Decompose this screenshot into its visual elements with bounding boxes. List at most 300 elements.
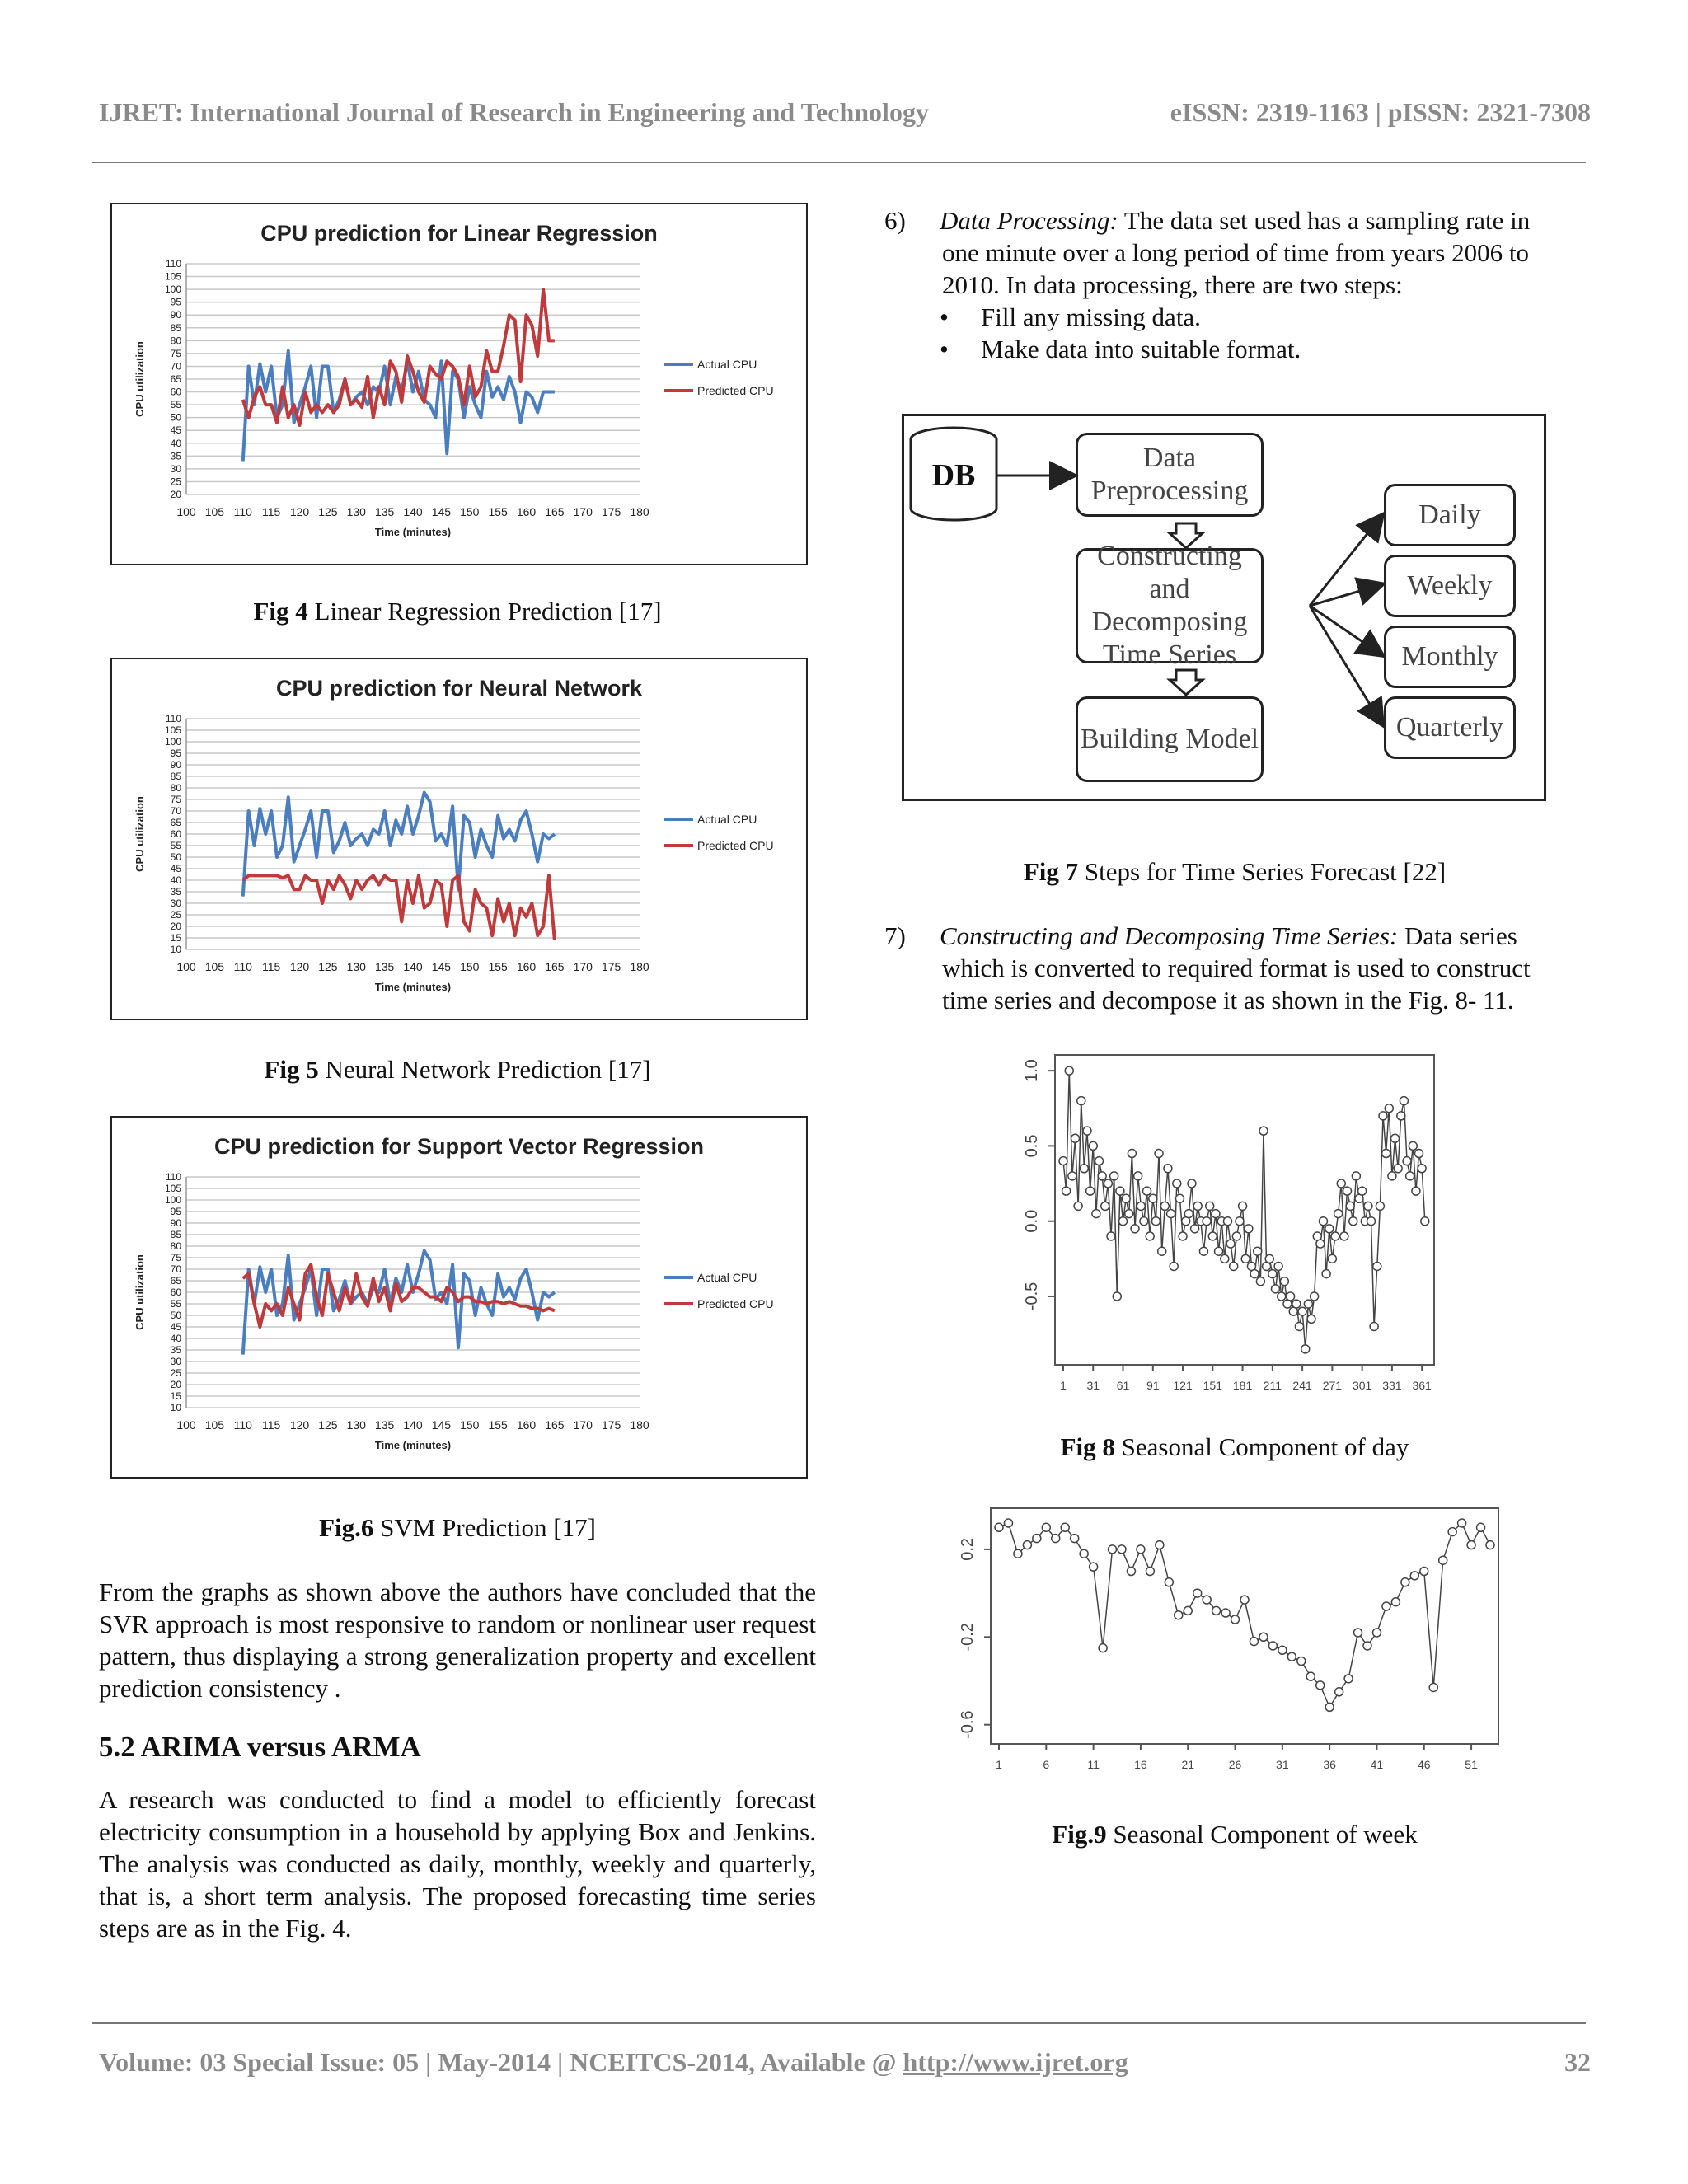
data-point (1215, 1247, 1223, 1255)
data-point (1203, 1217, 1211, 1226)
y-tick-label: 10 (170, 944, 181, 955)
data-point (1179, 1232, 1187, 1240)
data-point (1410, 1572, 1418, 1580)
y-tick-label: 35 (170, 1344, 181, 1356)
data-point (1245, 1225, 1253, 1233)
x-tick-label: 125 (318, 1418, 338, 1432)
fig9-text: Seasonal Component of week (1106, 1820, 1418, 1849)
x-tick-label: 105 (204, 960, 225, 973)
data-point (1122, 1194, 1130, 1202)
header-rule (92, 162, 1586, 163)
data-point (1265, 1254, 1273, 1263)
fig4-text: Linear Regression Prediction [17] (307, 597, 662, 626)
data-point (995, 1523, 1003, 1531)
data-point (1175, 1611, 1183, 1619)
data-point (1352, 1172, 1360, 1180)
x-tick-label: 150 (460, 960, 480, 973)
data-point (1250, 1270, 1259, 1278)
data-point (1083, 1127, 1091, 1135)
data-point (1334, 1210, 1343, 1218)
preprocess-line1: Data (1142, 443, 1197, 473)
series-line (999, 1523, 1490, 1707)
data-point (1388, 1172, 1396, 1180)
data-point (1316, 1240, 1325, 1248)
series-line-actual (243, 351, 555, 462)
y-tick-label: 60 (170, 386, 181, 398)
data-point (1328, 1254, 1336, 1263)
data-point (1372, 1629, 1381, 1637)
x-tick-label: 331 (1382, 1379, 1402, 1392)
data-point (1307, 1315, 1315, 1323)
data-point (1335, 1688, 1343, 1696)
data-point (1151, 1217, 1160, 1226)
x-tick-label: 125 (318, 960, 338, 973)
data-point (1292, 1300, 1301, 1308)
x-tick-label: 150 (460, 1418, 480, 1432)
x-tick-label: 110 (233, 1418, 252, 1432)
x-tick-label: 175 (601, 1418, 621, 1432)
data-point (1095, 1157, 1104, 1165)
data-point (1086, 1187, 1095, 1195)
data-point (1014, 1549, 1022, 1558)
data-point (1358, 1187, 1367, 1195)
fig4-label: Fig 4 (253, 597, 308, 626)
footer-text: Volume: 03 Special Issue: 05 | May-2014 | NCEITCS-2014, Available @ (99, 2047, 903, 2077)
data-point (1394, 1165, 1402, 1173)
x-tick-label: 301 (1352, 1379, 1372, 1392)
y-tick-label: 30 (170, 1356, 181, 1367)
x-tick-label: 145 (431, 1418, 452, 1432)
x-tick-label: 175 (601, 960, 621, 973)
data-point (1184, 1210, 1193, 1218)
y-tick-label: 75 (170, 347, 181, 359)
data-point (1412, 1187, 1420, 1195)
data-point (1403, 1157, 1411, 1165)
y-tick-label: 0.2 (959, 1537, 977, 1561)
data-point (1175, 1194, 1184, 1202)
y-tick-label: 70 (170, 805, 181, 817)
x-tick-label: 130 (346, 960, 366, 973)
arrow-to-daily (1310, 515, 1382, 606)
svr-chart (112, 1118, 806, 1477)
y-tick-label: 50 (170, 411, 181, 424)
data-point (1099, 1644, 1107, 1652)
data-point (1191, 1225, 1199, 1233)
x-tick-label: 21 (1181, 1758, 1195, 1771)
y-tick-label: 0.0 (1023, 1209, 1041, 1233)
y-tick-label: -0.5 (1023, 1282, 1041, 1311)
x-tick-label: 271 (1322, 1379, 1343, 1392)
y-tick-label: 45 (170, 863, 181, 874)
y-tick-label: 65 (170, 373, 181, 385)
data-point (1304, 1300, 1312, 1308)
seasonal-day-plot (1006, 1045, 1451, 1408)
x-tick-label: 140 (403, 960, 423, 973)
data-point (1306, 1672, 1315, 1680)
data-point (1098, 1172, 1106, 1180)
data-point (1074, 1202, 1082, 1210)
bullet-item-1: Fill any missing data. (981, 302, 1201, 331)
section-title: 5.2 ARIMA versus ARMA (99, 1731, 421, 1763)
data-point (1477, 1523, 1485, 1531)
x-tick-label: 151 (1203, 1379, 1222, 1392)
y-tick-label: 85 (170, 321, 181, 334)
monthly-box: Monthly (1384, 626, 1516, 688)
daily-box: Daily (1384, 484, 1516, 546)
data-point (1208, 1232, 1217, 1240)
data-point (1193, 1589, 1202, 1597)
data-point (1420, 1568, 1428, 1576)
data-point (1373, 1262, 1381, 1270)
legend-label: Actual CPU (697, 358, 757, 371)
footer-rule (92, 2022, 1586, 2024)
fig4-chart (110, 203, 808, 565)
x-tick-label: 26 (1228, 1758, 1242, 1771)
x-tick-label: 170 (573, 960, 593, 973)
y-tick-label: 90 (170, 759, 181, 771)
chart-title: CPU prediction for Linear Regression (260, 221, 658, 246)
data-point (1274, 1262, 1282, 1270)
data-point (1409, 1141, 1417, 1150)
data-point (1061, 1523, 1069, 1531)
item6-line1 (940, 204, 1582, 237)
data-point (1311, 1292, 1319, 1301)
construct-line3: Time Series (1102, 640, 1237, 670)
item7-body3: time series and decompose it as shown in the Fig. 8- 11. (942, 986, 1514, 1015)
data-point (1259, 1633, 1268, 1641)
x-tick-label: 170 (573, 1418, 593, 1432)
data-point (1322, 1270, 1330, 1278)
y-tick-label: 70 (170, 360, 181, 373)
fig6-label: Fig.6 (319, 1513, 374, 1542)
data-point (1295, 1322, 1303, 1330)
data-point (1090, 1563, 1098, 1571)
data-point (1206, 1202, 1214, 1210)
x-tick-label: 105 (204, 505, 225, 518)
y-tick-label: 60 (170, 828, 181, 840)
y-tick-label: 75 (170, 794, 181, 805)
data-point (1406, 1172, 1414, 1180)
data-point (1298, 1307, 1306, 1315)
db-label: DB (931, 458, 976, 493)
data-point (1316, 1681, 1325, 1690)
y-tick-label: -0.2 (959, 1623, 977, 1652)
y-tick-label: -0.6 (959, 1710, 977, 1739)
x-axis-label: Time (minutes) (374, 981, 452, 993)
issn-text: eISSN: 2319-1163 | pISSN: 2321-7308 (1170, 97, 1591, 127)
data-point (1458, 1519, 1466, 1527)
x-tick-label: 51 (1465, 1758, 1478, 1771)
data-point (1165, 1578, 1173, 1586)
x-tick-label: 115 (261, 960, 281, 973)
data-point (1401, 1578, 1409, 1586)
y-tick-label: 25 (170, 1367, 181, 1379)
data-point (1080, 1165, 1088, 1173)
data-point (1146, 1568, 1154, 1576)
data-point (1184, 1606, 1192, 1615)
y-tick-label: 45 (170, 424, 181, 437)
item6-body1: The data set used has a sampling rate in (1118, 206, 1531, 235)
fig4-caption (110, 597, 804, 626)
y-tick-label: 15 (170, 932, 181, 944)
y-axis-label: CPU utilization (134, 796, 146, 872)
x-tick-label: 120 (289, 960, 310, 973)
y-tick-label: 105 (164, 724, 181, 736)
y-tick-label: 95 (170, 296, 181, 308)
data-point (1280, 1277, 1288, 1286)
y-tick-label: 65 (170, 1275, 181, 1286)
data-point (1188, 1179, 1196, 1188)
data-point (1149, 1194, 1157, 1202)
data-point (1239, 1202, 1247, 1210)
x-tick-label: 130 (346, 1418, 366, 1432)
data-point (1467, 1541, 1475, 1549)
x-tick-label: 91 (1146, 1379, 1160, 1392)
x-tick-label: 211 (1263, 1379, 1282, 1392)
y-tick-label: 20 (170, 489, 181, 500)
arrow-to-quarterly (1310, 606, 1382, 724)
construct-line2: Decomposing (1091, 607, 1248, 637)
data-point (1385, 1104, 1393, 1113)
data-point (1221, 1609, 1230, 1617)
item7-body1: Data series (1398, 921, 1517, 950)
data-point (1173, 1179, 1181, 1188)
y-tick-label: 55 (170, 399, 181, 411)
legend-label: Predicted CPU (697, 384, 774, 397)
legend-label: Predicted CPU (697, 839, 774, 852)
data-point (1116, 1187, 1124, 1195)
x-tick-label: 180 (630, 1418, 649, 1432)
x-axis-label: Time (minutes) (374, 1439, 452, 1451)
data-point (1033, 1535, 1041, 1543)
arrow-to-weekly (1310, 584, 1382, 606)
data-point (1486, 1541, 1494, 1549)
data-point (1128, 1150, 1136, 1158)
data-point (1256, 1277, 1264, 1286)
section-paragraph: A research was conducted to find a model to efficiently forecast electricity consumption in a household by applying Box and Jenkins. The analysis was conducted as daily, monthly, weekly and quarterly, that is, a short term analysis. The proposed forecasting time series steps are as in the Fig. 4. (99, 1785, 816, 1943)
x-tick-label: 121 (1173, 1379, 1193, 1392)
y-tick-label: 110 (165, 713, 181, 724)
fig5-caption (110, 1055, 804, 1085)
x-tick-label: 16 (1134, 1758, 1147, 1771)
y-tick-label: 0.5 (1023, 1134, 1041, 1158)
fig7-diagram (902, 414, 1546, 801)
data-point (1158, 1247, 1166, 1255)
fig7-caption (874, 857, 1596, 887)
data-point (1418, 1165, 1426, 1173)
data-point (1439, 1556, 1447, 1564)
neural-network-chart (112, 659, 806, 1019)
fig6-caption (110, 1513, 804, 1543)
y-tick-label: 55 (170, 840, 181, 851)
y-tick-label: 40 (170, 437, 181, 449)
y-tick-label: 60 (170, 1286, 181, 1298)
data-point (1137, 1202, 1145, 1210)
x-tick-label: 181 (1232, 1379, 1253, 1392)
x-tick-label: 180 (630, 960, 649, 973)
fig7-text: Steps for Time Series Forecast [22] (1078, 857, 1447, 886)
data-point (1232, 1232, 1240, 1240)
y-axis-label: CPU utilization (134, 341, 146, 417)
linear-regression-chart (112, 204, 806, 564)
data-point (1363, 1642, 1372, 1650)
data-point (1340, 1232, 1348, 1240)
chart-title: CPU prediction for Support Vector Regression (213, 1134, 705, 1159)
conclusion-paragraph: From the graphs as shown above the authors have concluded that the SVR approach is most responsive to random or nonlinear user request pattern, thus displaying a strong generalization property and excellent prediction consistency . (99, 1577, 816, 1703)
fig7-label: Fig 7 (1023, 857, 1079, 886)
data-point (1268, 1642, 1277, 1650)
data-point (1271, 1285, 1279, 1293)
x-tick-label: 31 (1086, 1379, 1100, 1392)
data-point (1379, 1112, 1387, 1120)
x-tick-label: 31 (1276, 1758, 1289, 1771)
x-tick-label: 175 (601, 505, 621, 518)
x-tick-label: 100 (176, 1418, 196, 1432)
y-tick-label: 80 (170, 782, 181, 794)
data-point (1382, 1602, 1390, 1610)
data-point (1254, 1247, 1262, 1255)
journal-link[interactable]: http://www.ijret.org (903, 2047, 1128, 2077)
data-point (1287, 1652, 1296, 1661)
x-tick-label: 155 (488, 960, 508, 973)
data-point (1119, 1217, 1128, 1226)
data-point (1325, 1225, 1334, 1233)
x-tick-label: 36 (1323, 1758, 1336, 1771)
item6-number: 6) (884, 206, 906, 235)
x-tick-label: 241 (1292, 1379, 1312, 1392)
x-tick-label: 110 (233, 960, 252, 973)
x-tick-label: 135 (374, 960, 395, 973)
fig8-caption (874, 1432, 1596, 1462)
construct-box (1076, 541, 1264, 670)
data-point (1023, 1541, 1031, 1549)
legend-label: Actual CPU (697, 813, 757, 826)
data-point (1107, 1232, 1115, 1240)
x-tick-label: 1 (996, 1758, 1002, 1771)
y-tick-label: 100 (164, 284, 181, 296)
x-tick-label: 170 (573, 505, 593, 518)
x-tick-label: 165 (545, 960, 565, 973)
bullet-dot-2: • (940, 335, 949, 363)
data-point (1226, 1240, 1235, 1248)
y-tick-label: 50 (170, 1310, 181, 1321)
y-tick-label: 80 (170, 335, 181, 347)
data-point (1167, 1210, 1175, 1218)
data-point (1346, 1202, 1354, 1210)
item7-body2: which is converted to required format is used to construct (942, 954, 1531, 982)
item6-body3: 2010. In data processing, there are two steps: (942, 270, 1403, 299)
x-tick-label: 140 (403, 505, 423, 518)
y-tick-label: 95 (170, 748, 181, 759)
data-point (1354, 1629, 1362, 1637)
fig5-label: Fig 5 (264, 1055, 319, 1084)
y-tick-label: 40 (170, 1333, 181, 1344)
data-point (1146, 1232, 1154, 1240)
data-point (1140, 1217, 1148, 1226)
y-tick-label: 55 (170, 1298, 181, 1310)
x-tick-label: 6 (1043, 1758, 1050, 1771)
preprocess-box (1076, 433, 1264, 517)
x-tick-label: 145 (431, 505, 452, 518)
data-point (1071, 1535, 1079, 1543)
item6-body2: one minute over a long period of time from years 2006 to (942, 238, 1529, 267)
data-point (1391, 1598, 1400, 1606)
data-point (1092, 1210, 1100, 1218)
y-tick-label: 35 (170, 886, 181, 898)
bullet-dot-1: • (940, 302, 949, 331)
data-point (1268, 1270, 1277, 1278)
page-footer (99, 2047, 1591, 2078)
data-point (1301, 1345, 1310, 1353)
fig8-label: Fig 8 (1060, 1432, 1115, 1461)
data-point (1367, 1217, 1376, 1226)
data-point (1212, 1606, 1221, 1615)
data-point (1236, 1217, 1244, 1226)
data-point (1349, 1217, 1357, 1226)
x-tick-label: 110 (233, 505, 252, 518)
y-tick-label: 45 (170, 1321, 181, 1333)
data-point (1319, 1217, 1327, 1226)
x-tick-label: 46 (1417, 1758, 1431, 1771)
data-point (1278, 1292, 1286, 1301)
data-point (1297, 1657, 1306, 1666)
x-tick-label: 165 (545, 505, 565, 518)
data-point (1110, 1172, 1118, 1180)
legend-label: Actual CPU (697, 1271, 757, 1284)
data-point (1343, 1187, 1352, 1195)
y-tick-label: 30 (170, 898, 181, 909)
data-point (1212, 1210, 1220, 1218)
data-point (1400, 1097, 1408, 1105)
data-point (1125, 1210, 1133, 1218)
data-point (1164, 1165, 1172, 1173)
series-line-predicted (243, 875, 555, 940)
y-tick-label: 35 (170, 450, 181, 462)
bullet-item-2: Make data into suitable format. (981, 335, 1301, 363)
x-tick-label: 100 (176, 505, 196, 518)
data-point (1223, 1217, 1231, 1226)
y-tick-label: 80 (170, 1240, 181, 1252)
x-tick-label: 135 (374, 505, 395, 518)
data-point (1062, 1187, 1071, 1195)
y-tick-label: 20 (170, 921, 181, 932)
y-tick-label: 100 (164, 736, 181, 748)
y-tick-label: 25 (170, 909, 181, 921)
data-point (1052, 1535, 1060, 1543)
x-tick-label: 160 (516, 505, 537, 518)
data-point (1109, 1545, 1117, 1554)
x-tick-label: 130 (346, 505, 366, 518)
x-tick-label: 1 (1060, 1379, 1067, 1392)
data-point (1376, 1202, 1384, 1210)
y-tick-label: 50 (170, 851, 181, 863)
fig9-label: Fig.9 (1052, 1820, 1107, 1849)
data-point (1240, 1596, 1249, 1604)
fig5-chart (110, 658, 808, 1020)
journal-title: IJRET: International Journal of Research in Engineering and Technology (99, 97, 929, 127)
y-axis-label: CPU utilization (134, 1254, 146, 1330)
y-tick-label: 90 (170, 309, 181, 321)
data-point (1170, 1262, 1178, 1270)
item7-title: Constructing and Decomposing Time Series: (940, 921, 1399, 950)
data-point (1059, 1157, 1067, 1165)
x-axis-label: Time (minutes) (374, 526, 452, 538)
data-point (1287, 1292, 1295, 1301)
x-tick-label: 150 (460, 505, 480, 518)
data-point (1448, 1528, 1456, 1536)
data-point (1104, 1179, 1112, 1188)
x-tick-label: 105 (204, 1418, 225, 1432)
